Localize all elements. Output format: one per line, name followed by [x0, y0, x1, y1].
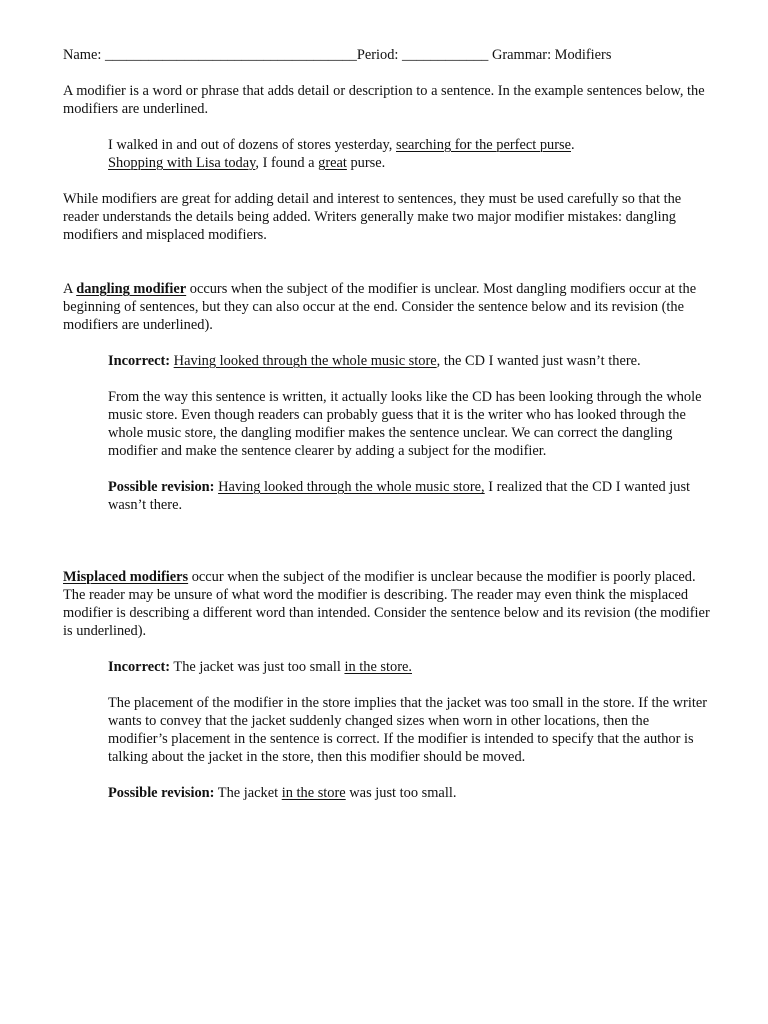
example-2-modifier-2: great: [318, 155, 347, 171]
misplaced-revision-text: The jacket: [214, 785, 282, 801]
misplaced-incorrect-label: Incorrect:: [108, 659, 171, 675]
example-2-text: , I found a: [255, 155, 319, 171]
dangling-revision-label: Possible revision:: [108, 479, 215, 495]
misplaced-revision-label: Possible revision:: [108, 785, 215, 801]
worksheet-header: [63, 46, 711, 64]
dangling-intro-paragraph: [63, 280, 711, 334]
misplaced-explanation: The placement of the modifier in the store implies that the jacket was too small in the store. If the writer wants to convey that the jacket suddenly changed sizes when worn in other locations, then the modifier’s placement in the sentence is correct. If the modifier is intended to specify that the author is talking about the jacket in the store, then this modifier should be moved.: [108, 695, 708, 765]
example-1-text: I walked in and out of dozens of stores yesterday,: [108, 137, 396, 153]
example-1-end: .: [571, 137, 575, 153]
dangling-modifier-term: dangling modifier: [76, 281, 187, 297]
worksheet-title: Grammar: Modifiers: [491, 47, 612, 63]
period-blank: ____________: [402, 47, 489, 63]
misplaced-modifiers-term: Misplaced modifiers: [63, 569, 189, 585]
dangling-incorrect-text: , the CD I wanted just wasn’t there.: [436, 353, 641, 369]
example-2-end: purse.: [346, 155, 386, 171]
misplaced-revision-sentence: [108, 784, 711, 802]
dangling-intro-text: occurs when the subject of the modifier is unclear. Most dangling modifiers occur at the beginning of sentences, but they can also occur at the end. Consider the sentence below and its revision (the modifiers are underlined).: [63, 281, 697, 333]
example-2-modifier-1: Shopping with Lisa today: [108, 155, 256, 171]
dangling-revision-modifier: Having looked through the whole music store,: [218, 479, 485, 495]
dangling-incorrect-label: Incorrect:: [108, 353, 171, 369]
misplaced-intro-text: occur when the subject of the modifier is unclear because the modifier is poorly placed. The reader may be unsure of what word the modifier is describing. The reader may even think the misplaced modifier is describing a different word than intended. Consider the sentence below and its revision (the modifier is underlined).: [63, 569, 710, 639]
example-1-modifier: searching for the perfect purse: [396, 137, 571, 153]
dangling-intro-prefix: A: [63, 281, 77, 297]
example-sentence-2: [108, 154, 711, 172]
dangling-revision-sentence: [108, 478, 711, 514]
misplaced-incorrect-text: The jacket was just too small: [170, 659, 345, 675]
misplaced-intro-paragraph: [63, 568, 711, 640]
dangling-incorrect-modifier: Having looked through the whole music store: [173, 353, 437, 369]
name-label: Name:: [63, 47, 102, 63]
misplaced-revision-modifier: in the store: [281, 785, 346, 801]
careful-paragraph: While modifiers are great for adding detail and interest to sentences, they must be used carefully so that the reader understands the details being added. Writers generally make two major modifier mistakes: dangling modifiers and misplaced modifiers.: [63, 191, 682, 243]
misplaced-incorrect-modifier: in the store.: [344, 659, 412, 675]
example-sentences: [108, 136, 711, 172]
dangling-incorrect-sentence: [108, 352, 711, 370]
dangling-example-block: [108, 352, 711, 514]
intro-paragraph: A modifier is a word or phrase that adds detail or description to a sentence. In the example sentences below, the modifiers are underlined.: [63, 83, 705, 117]
name-blank: ___________________________________: [104, 47, 357, 63]
misplaced-revision-end: was just too small.: [345, 785, 457, 801]
example-sentence-1: [108, 136, 711, 154]
worksheet-page: [63, 46, 711, 802]
dangling-explanation: From the way this sentence is written, it actually looks like the CD has been looking through the whole music store. Even though readers can probably guess that it is the writer who has looked through the whole music store, the dangling modifier makes the sentence unclear. We can correct the dangling modifier and make the sentence clearer by adding a subject for the modifier.: [108, 389, 702, 459]
period-label: Period:: [356, 47, 399, 63]
misplaced-example-block: [108, 658, 711, 802]
misplaced-incorrect-sentence: [108, 658, 711, 676]
dangling-revision-text: I realized that the CD I wanted just wasn’t there.: [108, 479, 691, 513]
